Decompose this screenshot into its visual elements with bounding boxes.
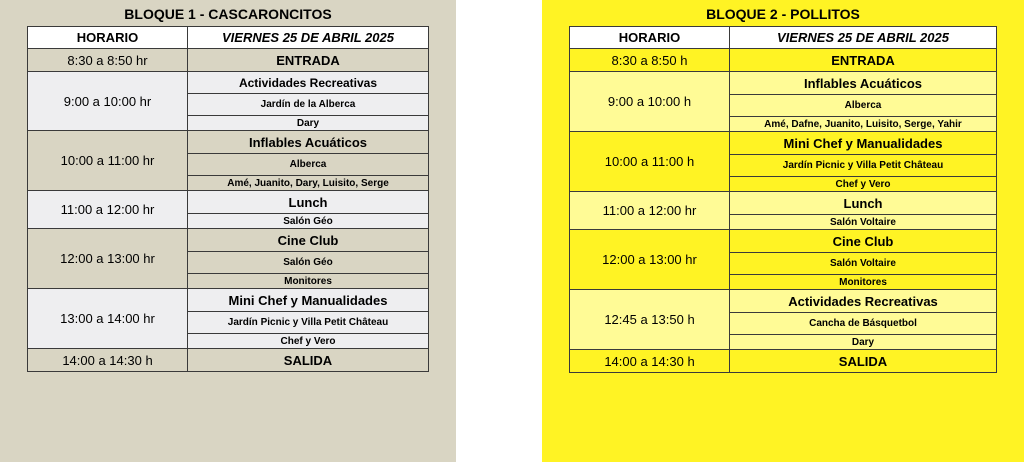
salida-time: 14:00 a 14:30 h	[570, 350, 730, 373]
slot-time: 10:00 a 11:00 h	[570, 132, 730, 192]
header-horario: HORARIO	[570, 27, 730, 49]
slot-who: Amé, Dafne, Juanito, Luisito, Serge, Yahir	[730, 117, 997, 132]
bloque1-panel	[0, 0, 456, 462]
slot-time: 11:00 a 12:00 hr	[28, 191, 188, 229]
bloque2-schedule-table	[569, 26, 997, 373]
slot-who: Dary	[730, 335, 997, 350]
table-row	[28, 72, 429, 94]
table-row	[28, 131, 429, 154]
table-row	[570, 72, 997, 95]
slot-activity: Lunch	[730, 192, 997, 215]
slot-time: 10:00 a 11:00 hr	[28, 131, 188, 191]
slot-time: 12:00 a 13:00 hr	[28, 229, 188, 289]
slot-place: Salón Géo	[188, 214, 429, 229]
salida-label: SALIDA	[188, 349, 429, 372]
header-horario: HORARIO	[28, 27, 188, 49]
slot-activity: Actividades Recreativas	[730, 290, 997, 313]
slot-time: 9:00 a 10:00 h	[570, 72, 730, 132]
table-row	[28, 349, 429, 372]
table-row	[570, 230, 997, 253]
slot-who: Chef y Vero	[188, 334, 429, 349]
table-row	[570, 192, 997, 215]
slot-place: Alberca	[730, 95, 997, 117]
header-date: VIERNES 25 DE ABRIL 2025	[730, 27, 997, 49]
salida-label: SALIDA	[730, 350, 997, 373]
bloque2-panel	[542, 0, 1024, 462]
bloque1-schedule-table	[27, 26, 429, 372]
entrada-time: 8:30 a 8:50 hr	[28, 49, 188, 72]
table-row	[570, 350, 997, 373]
salida-time: 14:00 a 14:30 h	[28, 349, 188, 372]
slot-place: Salón Géo	[188, 252, 429, 274]
slot-time: 13:00 a 14:00 hr	[28, 289, 188, 349]
table-header-row	[570, 27, 997, 49]
slot-place: Jardín Picnic y Villa Petit Château	[730, 155, 997, 177]
slot-activity: Cine Club	[730, 230, 997, 253]
slot-activity: Lunch	[188, 191, 429, 214]
slot-who: Monitores	[188, 274, 429, 289]
slot-time: 12:00 a 13:00 hr	[570, 230, 730, 290]
slot-activity: Inflables Acuáticos	[730, 72, 997, 95]
table-row	[570, 132, 997, 155]
slot-who: Amé, Juanito, Dary, Luisito, Serge	[188, 176, 429, 191]
slot-activity: Mini Chef y Manualidades	[188, 289, 429, 312]
slot-time: 12:45 a 13:50 h	[570, 290, 730, 350]
slot-activity: Cine Club	[188, 229, 429, 252]
table-row	[28, 229, 429, 252]
slot-place: Jardín de la Alberca	[188, 94, 429, 116]
bloque2-title: BLOQUE 2 - POLLITOS	[706, 6, 860, 22]
slot-place: Salón Voltaire	[730, 253, 997, 275]
slot-who: Dary	[188, 116, 429, 131]
table-header-row	[28, 27, 429, 49]
table-row	[28, 191, 429, 214]
slot-time: 9:00 a 10:00 hr	[28, 72, 188, 131]
slot-place: Cancha de Básquetbol	[730, 313, 997, 335]
entrada-label: ENTRADA	[188, 49, 429, 72]
slot-who: Monitores	[730, 275, 997, 290]
table-row	[570, 290, 997, 313]
bloque1-title: BLOQUE 1 - CASCARONCITOS	[124, 6, 332, 22]
slot-activity: Actividades Recreativas	[188, 72, 429, 94]
slot-time: 11:00 a 12:00 hr	[570, 192, 730, 230]
slot-who: Chef y Vero	[730, 177, 997, 192]
slot-activity: Mini Chef y Manualidades	[730, 132, 997, 155]
slot-activity: Inflables Acuáticos	[188, 131, 429, 154]
table-row	[28, 289, 429, 312]
header-date: VIERNES 25 DE ABRIL 2025	[188, 27, 429, 49]
slot-place: Jardín Picnic y Villa Petit Château	[188, 312, 429, 334]
table-row	[28, 49, 429, 72]
slot-place: Salón Voltaire	[730, 215, 997, 230]
entrada-label: ENTRADA	[730, 49, 997, 72]
table-row	[570, 49, 997, 72]
slot-place: Alberca	[188, 154, 429, 176]
entrada-time: 8:30 a 8:50 h	[570, 49, 730, 72]
